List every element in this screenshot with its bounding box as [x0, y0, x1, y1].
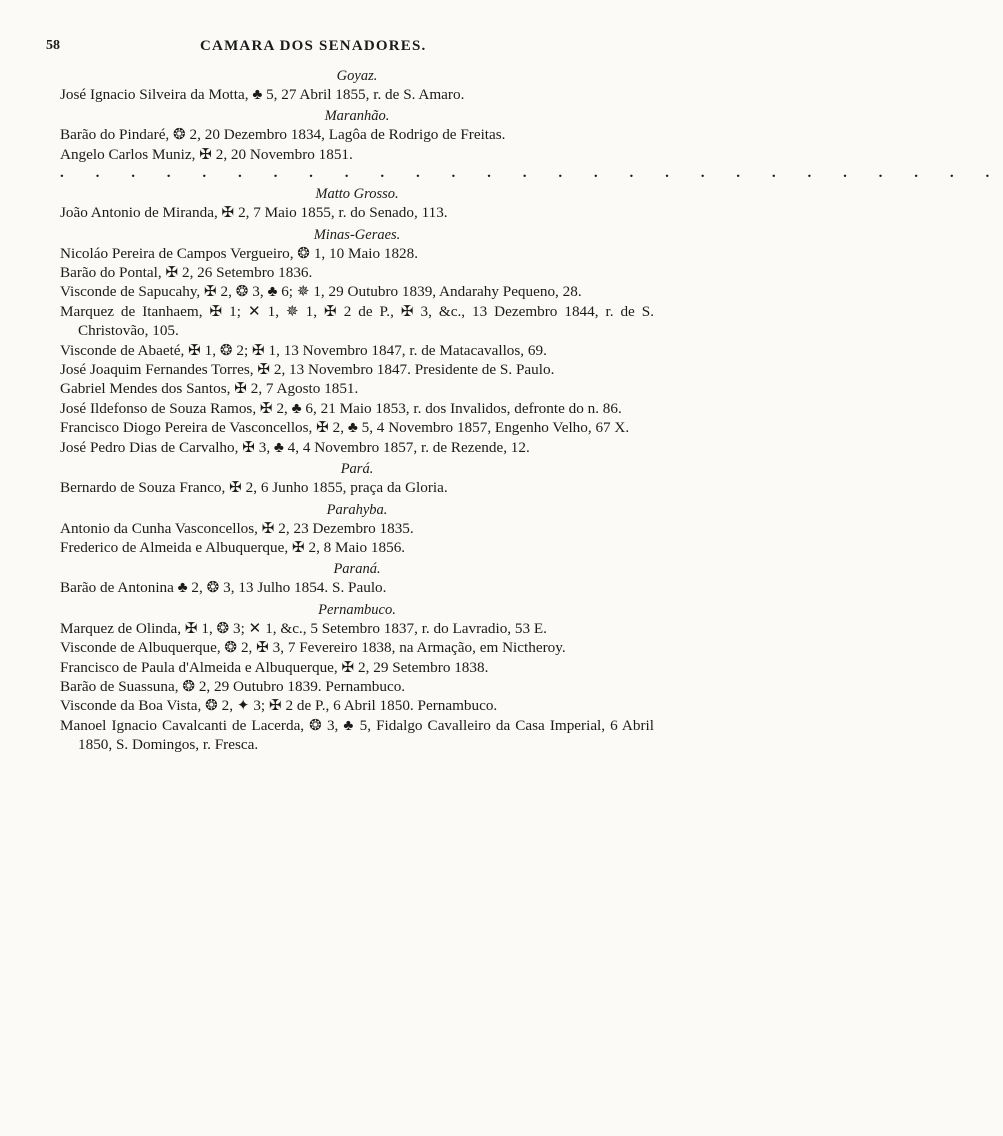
list-item: José Ildefonso de Souza Ramos, ✠ 2, ♣ 6, 21 Maio 1853, r. dos Invalidos, defronte do n. 86. [60, 399, 622, 417]
list-item: José Joaquim Fernandes Torres, ✠ 2, 13 Novembro 1847. Presidente de S. Paulo. [60, 361, 555, 379]
section-minas-geraes [60, 226, 654, 457]
section-title: Minas-Geraes. [313, 226, 401, 243]
list-item: Frederico de Almeida e Albuquerque, ✠ 2, 8 Maio 1856. [60, 538, 406, 556]
section-para [60, 460, 654, 497]
section-matto-grosso [60, 185, 654, 222]
section-pernambuco [60, 601, 654, 755]
list-item: Francisco de Paula d'Almeida e Albuquerque, ✠ 2, 29 Setembro 1838. [60, 658, 489, 676]
list-item: Nicoláo Pereira de Campos Vergueiro, ❂ 1, 10 Maio 1828. [60, 244, 419, 262]
section-goyaz [60, 67, 654, 104]
list-item: Marquez de Itanhaem, ✠ 1; ✕ 1, ✵ 1, ✠ 2 de P., ✠ 3, &c., 13 Dezembro 1844, r. de S. Christovão, 105. [60, 302, 654, 340]
list-item: Manoel Ignacio Cavalcanti de Lacerda, ❂ 3, ♣ 5, Fidalgo Cavalleiro da Casa Imperial, 6 Abril 1850, S. Domingos, r. Fresca. [60, 716, 654, 754]
running-title: CAMARA DOS SENADORES. [200, 38, 427, 54]
list-item: João Antonio de Miranda, ✠ 2, 7 Maio 1855, r. do Senado, 113. [60, 204, 448, 222]
section-parana [60, 560, 654, 597]
list-item: Visconde de Sapucahy, ✠ 2, ❂ 3, ♣ 6; ✵ 1, 29 Outubro 1839, Andarahy Pequeno, 28. [60, 283, 582, 301]
list-item: Francisco Diogo Pereira de Vasconcellos, ✠ 2, ♣ 5, 4 Novembro 1857, Engenho Velho, 67 X. [60, 419, 630, 437]
section-maranhao [60, 107, 1003, 182]
list-item: Barão do Pindaré, ❂ 2, 20 Dezembro 1834, Lagôa de Rodrigo de Freitas. [60, 126, 506, 144]
section-title: Parahyba. [326, 501, 388, 518]
section-parahyba [60, 501, 654, 558]
list-item: Barão de Antonina ♣ 2, ❂ 3, 13 Julho 1854. S. Paulo. [60, 579, 387, 597]
ellipsis-dots: . . . . . . . . . . . . . . . . . . . . . . . . . . . [60, 164, 1003, 182]
senator-list [60, 64, 1003, 755]
list-item: Marquez de Olinda, ✠ 1, ❂ 3; ✕ 1, &c., 5 Setembro 1837, r. do Lavradio, 53 E. [60, 619, 547, 637]
list-item: Barão de Suassuna, ❂ 2, 29 Outubro 1839. Pernambuco. [60, 677, 406, 695]
list-item: José Ignacio Silveira da Motta, ♣ 5, 27 Abril 1855, r. de S. Amaro. [60, 86, 465, 103]
list-item: Visconde da Boa Vista, ❂ 2, ✦ 3; ✠ 2 de P., 6 Abril 1850. Pernambuco. [60, 697, 498, 715]
section-title: Maranhão. [324, 108, 390, 125]
list-item: Visconde de Abaeté, ✠ 1, ❂ 2; ✠ 1, 13 Novembro 1847, r. de Matacavallos, 69. [60, 341, 547, 359]
list-item: Barão do Pontal, ✠ 2, 26 Setembro 1836. [60, 264, 313, 282]
section-title: Pará. [340, 461, 374, 478]
page-header [0, 38, 736, 60]
list-item: Gabriel Mendes dos Santos, ✠ 2, 7 Agosto 1851. [60, 380, 359, 398]
section-title: Pernambuco. [318, 601, 396, 618]
section-title: Paraná. [333, 561, 381, 578]
section-title: Matto Grosso. [315, 186, 399, 203]
page-number: 58 [46, 38, 60, 53]
list-item: Antonio da Cunha Vasconcellos, ✠ 2, 23 Dezembro 1835. [60, 519, 414, 537]
list-item: Angelo Carlos Muniz, ✠ 2, 20 Novembro 1851. [60, 145, 353, 163]
list-item: José Pedro Dias de Carvalho, ✠ 3, ♣ 4, 4 Novembro 1857, r. de Rezende, 12. [60, 438, 530, 456]
section-title: Goyaz. [336, 68, 378, 84]
list-item: Visconde de Albuquerque, ❂ 2, ✠ 3, 7 Fevereiro 1838, na Armação, em Nictheroy. [60, 639, 566, 657]
list-item: Bernardo de Souza Franco, ✠ 2, 6 Junho 1855, praça da Gloria. [60, 479, 448, 497]
